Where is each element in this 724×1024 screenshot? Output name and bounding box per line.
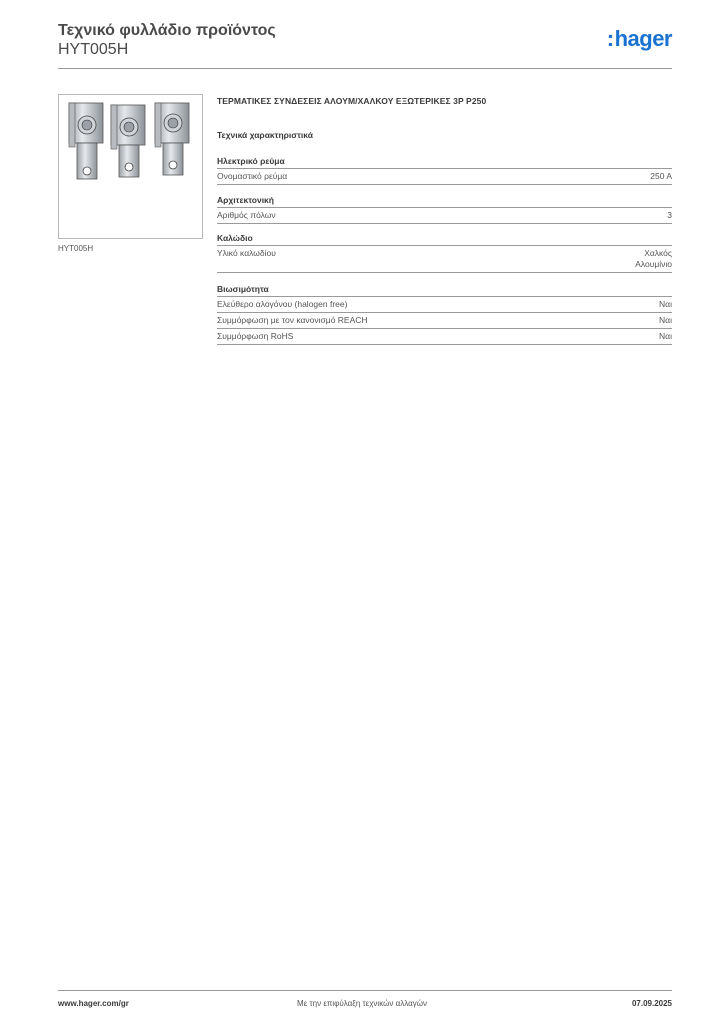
document-title: Τεχνικό φυλλάδιο προϊόντος: [58, 22, 276, 39]
footer-divider: [58, 990, 672, 991]
spec-row: [217, 169, 672, 185]
spec-label: Υλικό καλωδίου: [217, 248, 276, 258]
spec-value: [635, 248, 672, 270]
spec-label: Ελεύθερο αλογόνου (halogen free): [217, 299, 348, 309]
product-image: [58, 94, 203, 239]
terminal-2: [111, 105, 145, 177]
spec-value-line: Χαλκός: [644, 248, 672, 258]
spec-value: 3: [667, 210, 672, 220]
header-divider: [58, 68, 672, 69]
section-electric-current: [217, 156, 672, 185]
spec-label: Συμμόρφωση RoHS: [217, 331, 294, 341]
section-title: Αρχιτεκτονική: [217, 195, 672, 208]
spec-row: [217, 313, 672, 329]
product-code: HYT005H: [58, 41, 129, 58]
footer-date: 07.09.2025: [631, 999, 672, 1008]
section-title: Βιωσιμότητα: [217, 284, 672, 297]
section-title: Καλώδιο: [217, 233, 672, 246]
spec-label: Ονομαστικό ρεύμα: [217, 171, 288, 181]
hager-logo: :hager: [606, 26, 672, 51]
footer-notice: Με την επιφύλαξη τεχνικών αλλαγών: [297, 999, 427, 1008]
terminal-3: [155, 103, 189, 175]
spec-row: [217, 246, 672, 273]
product-name: ΤΕΡΜΑΤΙΚΕΣ ΣΥΝΔΕΣΕΙΣ ΑΛΟΥΜ/ΧΑΛΚΟΥ ΕΞΩΤΕΡΙΚΕΣ 3P P250: [217, 96, 487, 106]
section-architecture: [217, 195, 672, 224]
spec-content: [217, 96, 672, 341]
website-link[interactable]: www.hager.com/gr: [58, 999, 129, 1008]
spec-value: Ναι: [659, 315, 672, 325]
image-caption: HYT005H: [58, 244, 94, 253]
spec-value: Ναι: [659, 299, 672, 309]
spec-row: [217, 208, 672, 224]
terminal-1: [69, 103, 103, 179]
terminal-connectors-illustration: [59, 95, 202, 238]
spec-label: Αριθμός πόλων: [217, 210, 276, 220]
spec-row: [217, 297, 672, 313]
page-header: [58, 20, 672, 70]
specs-heading: Τεχνικά χαρακτηριστικά: [217, 130, 313, 140]
logo-text: hager: [614, 26, 672, 51]
spec-value: Ναι: [659, 331, 672, 341]
spec-label: Συμμόρφωση με τον κανονισμό REACH: [217, 315, 368, 325]
spec-value-line: Αλουμίνιο: [635, 259, 672, 269]
section-title: Ηλεκτρικό ρεύμα: [217, 156, 672, 169]
section-sustainability: [217, 284, 672, 345]
spec-value: 250 A: [650, 171, 672, 181]
spec-row: [217, 329, 672, 345]
section-cable: [217, 233, 672, 273]
